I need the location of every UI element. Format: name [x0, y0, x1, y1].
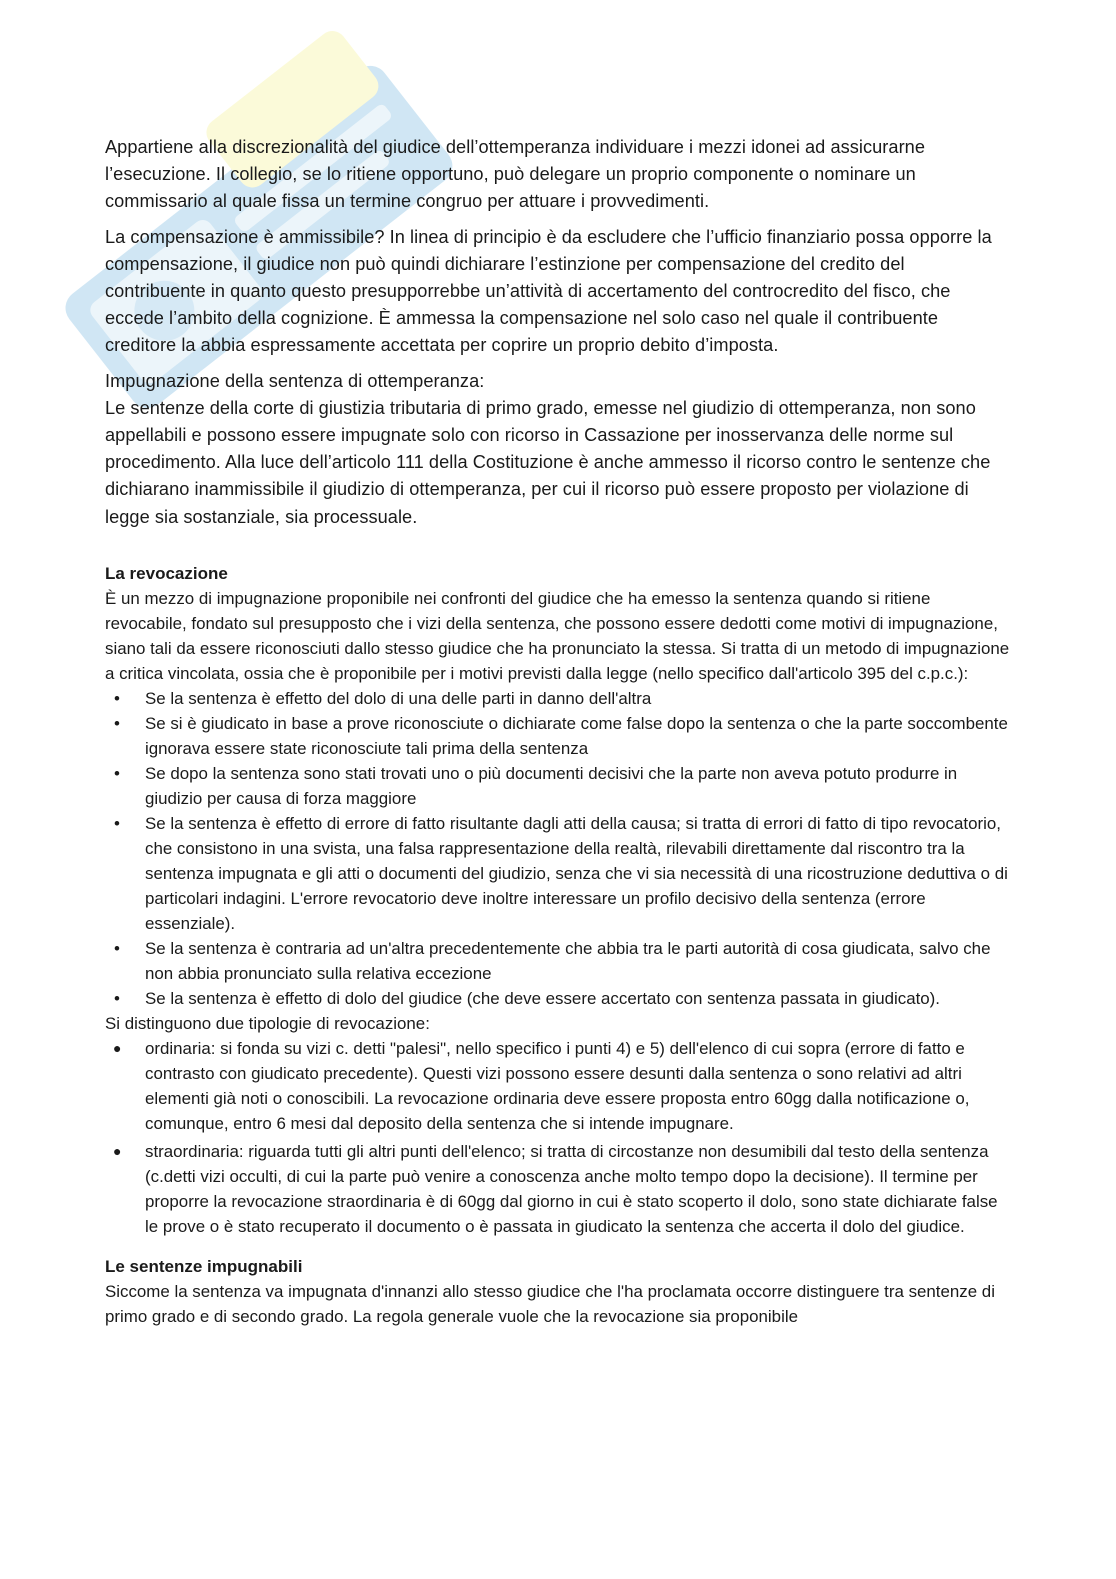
bullet-icon: •	[114, 938, 120, 958]
paragraph-compensazione: La compensazione è ammissibile? In linea di principio è da escludere che l’ufficio finanziario possa opporre la compensazione, il giudice non può quindi dichiarare l’estinzione per compensazione del credito del contribuente in quanto questo presupporrebbe un’attività di accertamento del controcredito del fisco, che eccede l’ambito della cognizione. È ammessa la compensazione nel solo caso nel quale il contribuente creditore la abbia espressamente accettata per coprire un proprio debito d’imposta.	[105, 226, 992, 356]
list-item: • Se la sentenza è effetto del dolo di una delle parti in danno dell'altra	[105, 686, 1010, 711]
bullet-icon: •	[114, 813, 120, 833]
revocazione-intro: È un mezzo di impugnazione proponibile nei confronti del giudice che ha emesso la sentenza quando si ritiene revocabile, fondato sul presupposto che i vizi della sentenza, che possono essere dedotti come motivi di impugnazione, siano tali da essere riconosciuti dallo stesso giudice che ha pronunciato la stessa. Si tratta di un metodo di impugnazione a critica vincolata, ossia che è proponibile per i motivi previsti dalla legge (nello specifico dall'articolo 395 del c.p.c.):	[105, 588, 1010, 683]
sentenze-impugnabili-body: Siccome la sentenza va impugnata d'innanzi allo stesso giudice che l'ha proclamata occorre distinguere tra sentenze di primo grado e di secondo grado. La regola generale vuole che la revocazione sia proponibile	[105, 1281, 995, 1326]
list-item: ● ordinaria: si fonda su vizi c. detti "palesi", nello specifico i punti 4) e 5) dell'elenco di cui sopra (errore di fatto e contrasto con giudicato precedente). Questi vizi possono essere desunti dalla sentenza o sono relativi ad altri elementi già noti o conoscibili. La revocazione ordinaria deve essere proposta entro 60gg dalla notificazione o, comunque, entro 6 mesi dal deposito della sentenza che si intende impugnare.	[105, 1036, 1010, 1136]
list-item: • Se la sentenza è contraria ad un'altra precedentemente che abbia tra le parti autorità di cosa giudicata, salvo che non abbia pronunciato sulla relativa eccezione	[105, 936, 1010, 986]
list-item: • Se la sentenza è effetto di dolo del giudice (che deve essere accertato con sentenza passata in giudicato).	[105, 986, 1010, 1011]
revocazione-title: La revocazione	[105, 563, 228, 583]
revocazione-section	[105, 561, 1010, 1239]
sentenze-impugnabili-title: Le sentenze impugnabili	[105, 1256, 303, 1276]
impugnazione-section	[105, 368, 1010, 531]
bullet-icon: •	[114, 763, 120, 783]
bullet-icon: •	[114, 988, 120, 1008]
document-page	[105, 134, 1010, 1329]
bullet-icon: ●	[113, 1142, 122, 1159]
paragraph-discrezionalita: Appartiene alla discrezionalità del giudice dell’ottemperanza individuare i mezzi idonei ad assicurarne l’esecuzione. Il collegio, se lo ritiene opportuno, può delegare un proprio componente o nominare un commissario al quale fissa un termine congruo per attuare i provvedimenti.	[105, 137, 926, 212]
motivi-list	[105, 686, 1010, 1011]
list-item: ● straordinaria: riguarda tutti gli altri punti dell'elenco; si tratta di circostanze non desumibili dal testo della sentenza (c.detti vizi occulti, di cui la parte può venire a conoscenza anche molto tempo dopo la decisione). Il termine per proporre la revocazione straordinaria è di 60gg dal giorno in cui è stato scoperto il dolo, sono state dichiarate false le prove o è stato recuperato il documento o è passata in giudicato la sentenza che accerta il dolo del giudice.	[105, 1139, 1010, 1239]
sentenze-impugnabili-section	[105, 1254, 1010, 1329]
bullet-icon: ●	[113, 1039, 122, 1056]
bullet-icon: •	[114, 688, 120, 708]
impugnazione-body: Le sentenze della corte di giustizia tributaria di primo grado, emesse nel giudizio di ottemperanza, non sono appellabili e possono essere impugnate solo con ricorso in Cassazione per inosservanza delle norme sul procedimento. Alla luce dell’articolo 111 della Costituzione è anche ammesso il ricorso contro le sentenze che dichiarano inammissibile il giudizio di ottemperanza, per cui il ricorso può essere proposto per violazione di legge sia sostanziale, sia processuale.	[105, 397, 991, 527]
tipologie-list	[105, 1036, 1010, 1239]
list-item: • Se la sentenza è effetto di errore di fatto risultante dagli atti della causa; si tratta di errori di fatto di tipo revocatorio, che consistono in una svista, una falsa rappresentazione della realtà, rilevabili direttamente dal riscontro tra la sentenza impugnata e gli atti o documenti del giudizio, senza che vi sia necessità di una ricostruzione deduttiva o di particolari indagini. L'errore revocatorio deve inoltre interessare un profilo decisivo della sentenza (errore essenziale).	[105, 811, 1010, 936]
impugnazione-heading: Impugnazione della sentenza di ottemperanza:	[105, 370, 485, 391]
list-item: • Se si è giudicato in base a prove riconosciute o dichiarate come false dopo la sentenza o che la parte soccombente ignorava essere state riconosciute tali prima della sentenza	[105, 711, 1010, 761]
list-item: • Se dopo la sentenza sono stati trovati uno o più documenti decisivi che la parte non aveva potuto produrre in giudizio per causa di forza maggiore	[105, 761, 1010, 811]
bullet-icon: •	[114, 713, 120, 733]
tipologie-intro: Si distinguono due tipologie di revocazione:	[105, 1013, 430, 1033]
